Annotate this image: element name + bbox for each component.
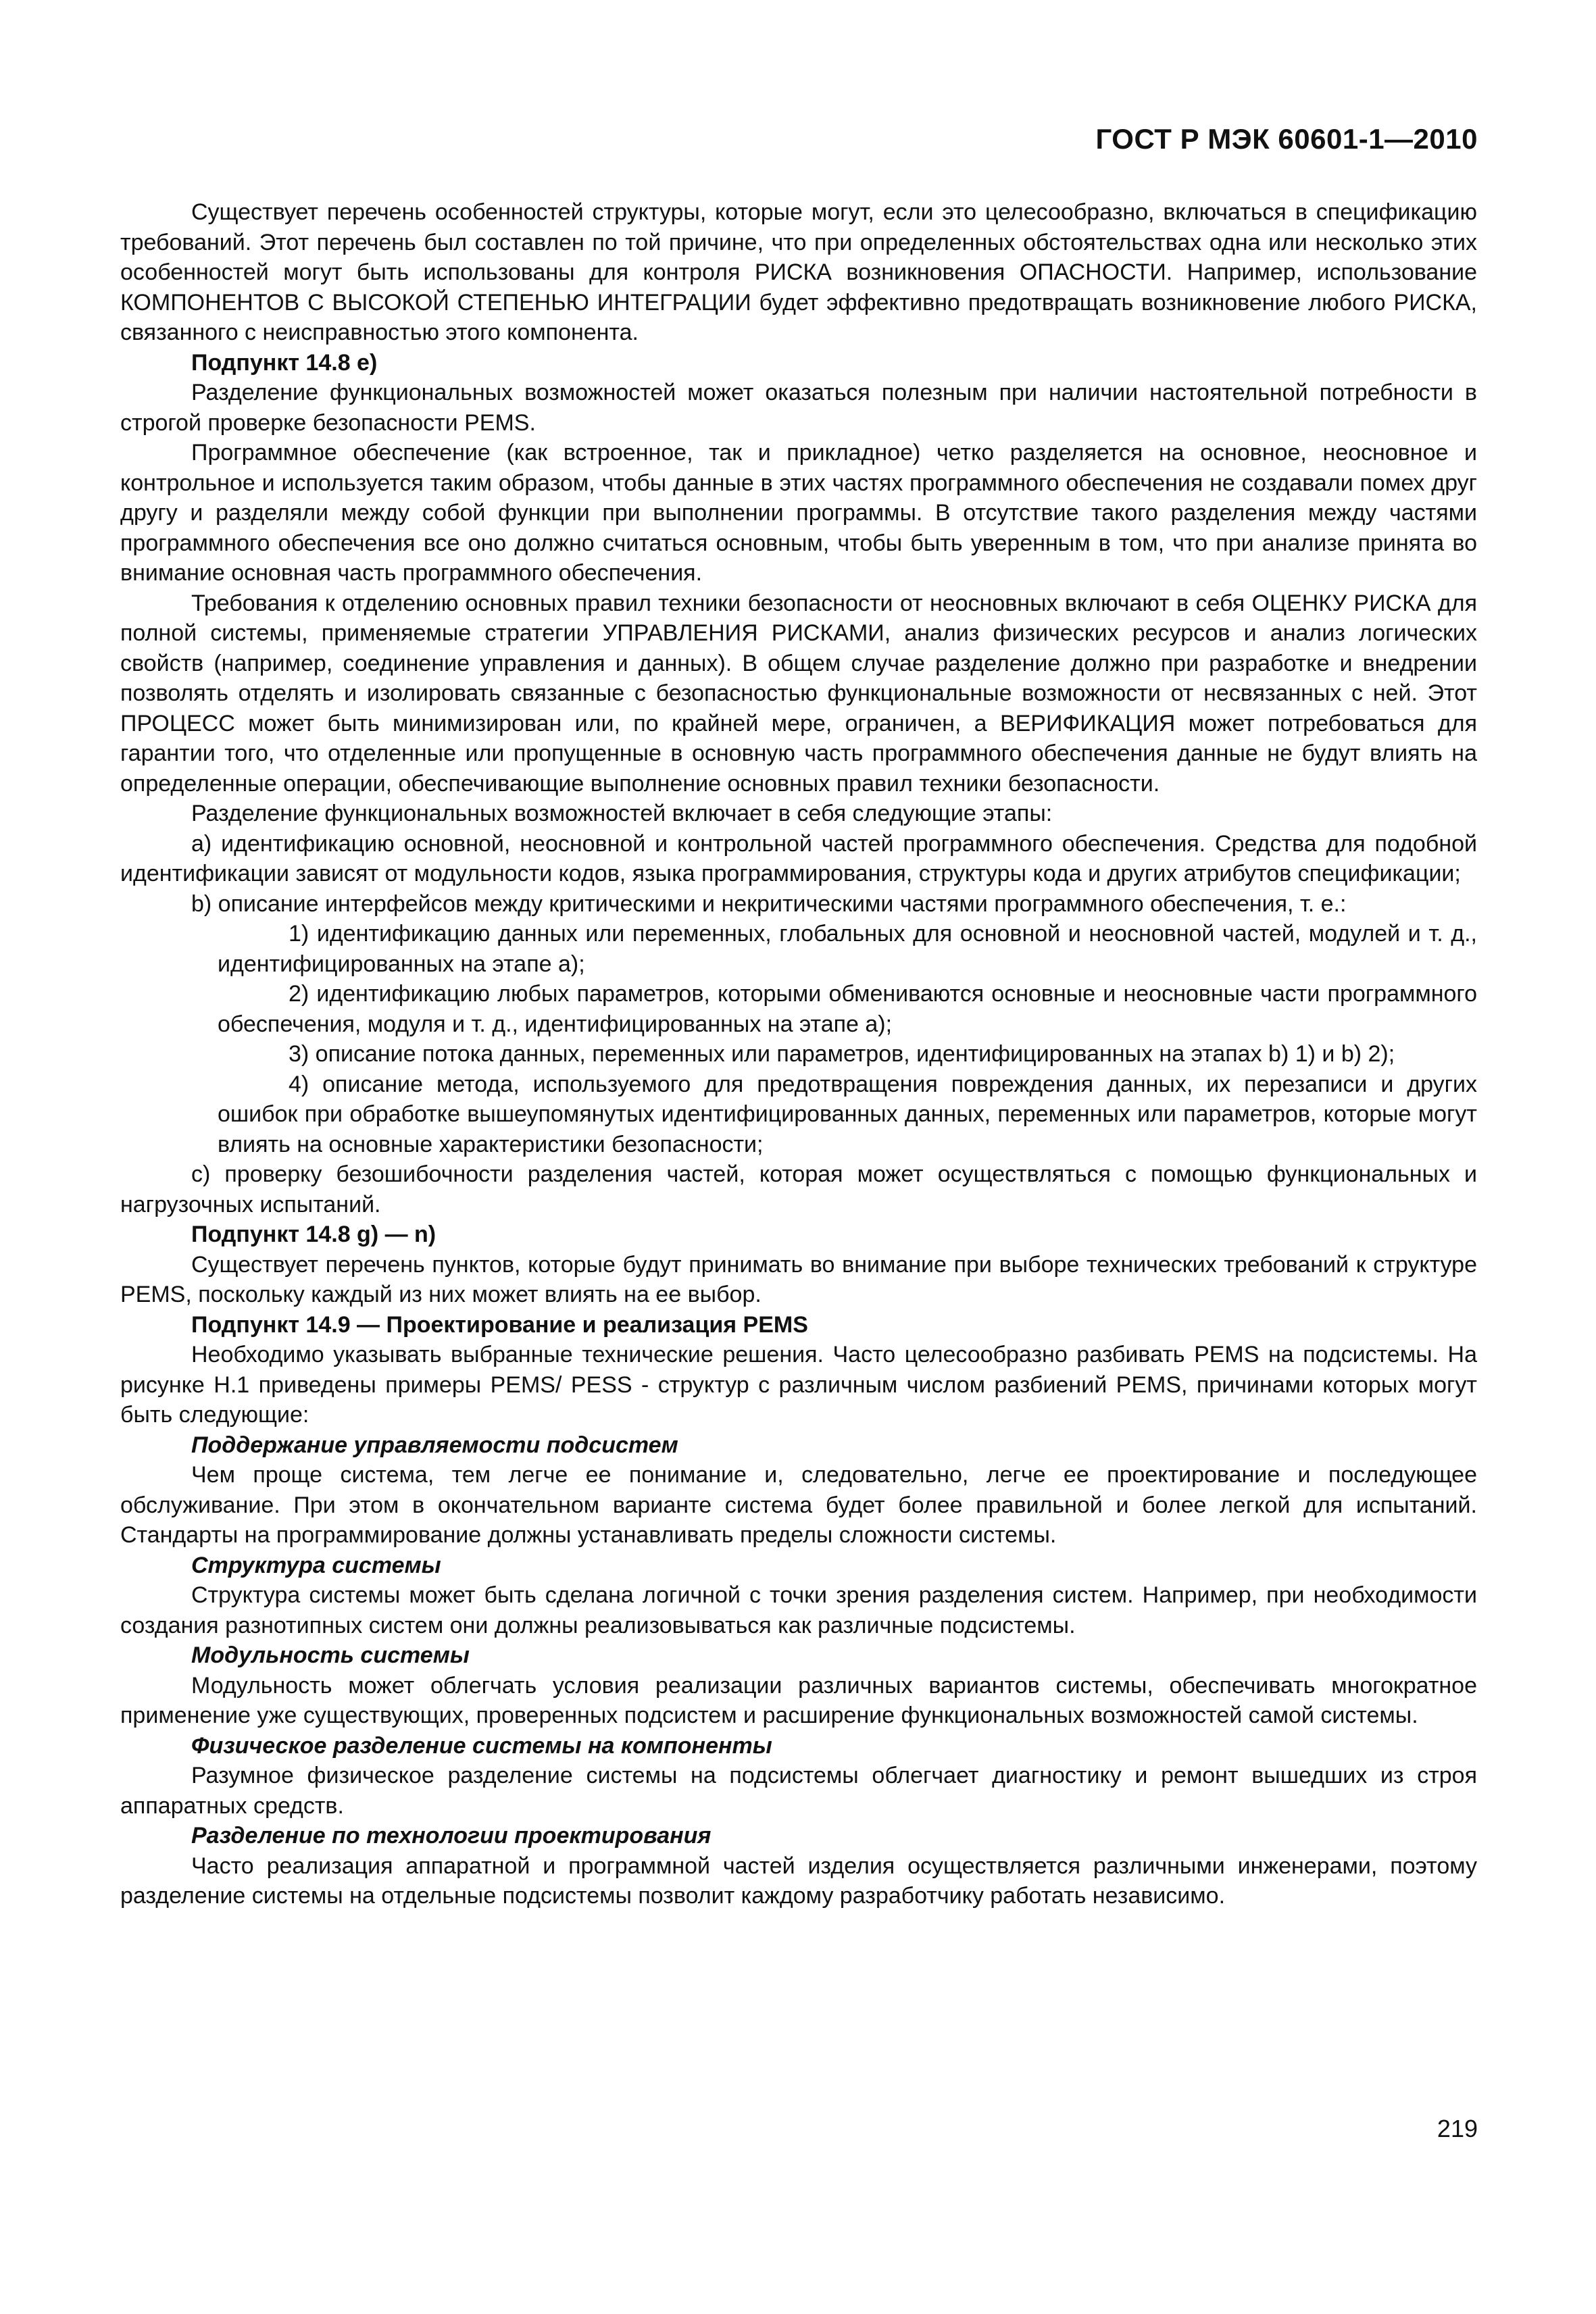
- paragraph: Чем проще система, тем легче ее понимание и, следовательно, легче ее проектирование и последующее обслуживание. При этом в окончательном варианте система будет более правильной и более легкой для испытаний. Стандарты на программирование должны устанавливать пределы сложности системы.: [120, 1462, 1477, 1548]
- paragraph: Требования к отделению основных правил техники безопасности от неосновных включают в себя ОЦЕНКУ РИСКА для полной системы, применяемые стратегии УПРАВЛЕНИЯ РИСКАМИ, анализ физических ресурсов и анализ логических свойств (например, соединение управления и данных). В общем случае разделение должно при разработке и внедрении позволять отделять и изолировать связанные с безопасностью функциональные возможности от несвязанных с ней. Этот ПРОЦЕСС может быть минимизирован или, по крайней мере, ограничен, а ВЕРИФИКАЦИЯ может потребоваться для гарантии того, что отделенные или пропущенные в основную часть программного обеспечения данные не будут влиять на определенные операции, обеспечивающие выполнение основных правил техники безопасности.: [120, 590, 1477, 797]
- subclause-heading: Подпункт 14.9 — Проектирование и реализация PEMS: [191, 1311, 808, 1338]
- italic-heading: Физическое разделение системы на компоненты: [191, 1732, 772, 1759]
- italic-heading: Разделение по технологии проектирования: [191, 1823, 712, 1848]
- italic-heading: Модульность системы: [191, 1642, 470, 1668]
- paragraph: Модульность может облегчать условия реализации различных вариантов системы, обеспечивать многократное применение уже существующих, проверенных подсистем и расширение функциональных возможностей самой системы.: [120, 1672, 1477, 1728]
- paragraph: Программное обеспечение (как встроенное, так и прикладное) четко разделяется на основное, неосновное и контрольное и используется таким образом, чтобы данные в этих частях программного обеспечения не создавали помех друг другу и разделяли между собой функции при выполнении программы. В отсутствие такого разделения между частями программного обеспечения все оно должно считаться основным, чтобы быть уверенным в том, что при анализе принята во внимание основная часть программного обеспечения.: [120, 440, 1477, 586]
- subclause-heading: Подпункт 14.8 е): [191, 349, 378, 376]
- italic-heading: Поддержание управляемости подсистем: [191, 1432, 678, 1458]
- sub-list-item: 3) описание потока данных, переменных или параметров, идентифицированных на этапах b) 1) и b) 2);: [289, 1041, 1395, 1067]
- list-item: b) описание интерфейсов между критическими и некритическими частями программного обеспечения, т. е.:: [191, 890, 1347, 917]
- standard-header: ГОСТ Р МЭК 60601-1—2010: [1095, 123, 1478, 155]
- paragraph: Разумное физическое разделение системы на подсистемы облегчает диагностику и ремонт вышедших из строя аппаратных средств.: [120, 1763, 1477, 1819]
- paragraph: Необходимо указывать выбранные технические решения. Часто целесообразно разбивать PEMS на подсистемы. На рисунке Н.1 приведены примеры PEMS/ PESS - структур с различным числом разбиений PEMS, причинами которых могут быть следующие:: [120, 1342, 1477, 1428]
- sub-list-item: 4) описание метода, используемого для предотвращения повреждения данных, их перезаписи и других ошибок при обработке вышеупомянутых идентифицированных данных, переменных или параметров, которые могут влиять на основные характеристики безопасности;: [218, 1071, 1477, 1157]
- italic-heading: Структура системы: [191, 1552, 441, 1578]
- paragraph: Часто реализация аппаратной и программной частей изделия осуществляется различными инженерами, поэтому разделение системы на отдельные подсистемы позволит каждому разработчику работать независимо.: [120, 1853, 1477, 1909]
- paragraph: Существует перечень пунктов, которые будут принимать во внимание при выборе технических требований к структуре PEMS, поскольку каждый из них может влиять на ее выбор.: [120, 1251, 1477, 1307]
- paragraph: Разделение функциональных возможностей может оказаться полезным при наличии настоятельной потребности в строгой проверке безопасности PEMS.: [120, 380, 1477, 436]
- paragraph: Разделение функциональных возможностей включает в себя следующие этапы:: [191, 801, 1053, 826]
- subclause-heading: Подпункт 14.8 g) — n): [191, 1222, 437, 1247]
- paragraph: Существует перечень особенностей структуры, которые могут, если это целесообразно, включаться в спецификацию требований. Этот перечень был составлен по той причине, что при определенных обстоятельствах одна или несколько этих особенностей могут быть использованы для контроля РИСКА возникновения ОПАСНОСТИ. Например, использование КОМПОНЕНТОВ С ВЫСОКОЙ СТЕПЕНЬЮ ИНТЕГРАЦИИ будет эффективно предотвращать возникновение любого РИСКА, связанного с неисправностью этого компонента.: [120, 199, 1477, 345]
- sub-list-item: 1) идентификацию данных или переменных, глобальных для основной и неосновной частей, модулей и т. д., идентифицированных на этапе а);: [218, 921, 1477, 977]
- paragraph: Структура системы может быть сделана логичной с точки зрения разделения систем. Например, при необходимости создания разнотипных систем они должны реализовываться как различные подсистемы.: [120, 1582, 1477, 1638]
- sub-list-item: 2) идентификацию любых параметров, которыми обмениваются основные и неосновные части программного обеспечения, модуля и т. д., идентифицированных на этапе а);: [218, 981, 1477, 1037]
- list-item: a) идентификацию основной, неосновной и контрольной частей программного обеспечения. Средства для подобной идентификации зависят от модульности кодов, языка программирования, структуры кода и других атрибутов спецификации;: [120, 830, 1477, 886]
- page-number: 219: [1437, 2115, 1478, 2142]
- document-body: [120, 197, 1477, 1911]
- list-item: c) проверку безошибочности разделения частей, которая может осуществляться с помощью функциональных и нагрузочных испытаний.: [120, 1161, 1477, 1217]
